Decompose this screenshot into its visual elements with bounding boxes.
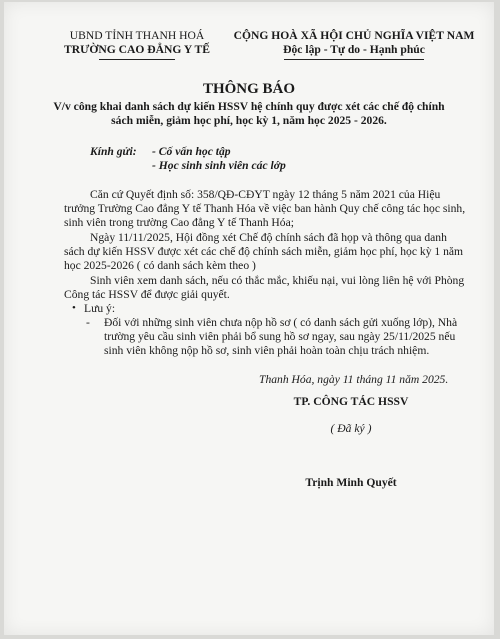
note-line2: trường yêu cầu sinh viên phải bổ sung hồ sơ ngay, sau ngày 25/11/2025 nếu [104, 330, 456, 343]
para1-line3: sinh viên trong trường Cao đẳng Y tế Thanh Hóa; [64, 216, 294, 229]
nation-line2: Độc lập - Tự do - Hạnh phúc [283, 43, 425, 56]
para2-line2: sách dự kiến HSSV được xét các chế độ chính sách miễn, giảm học phí, học kỳ 1 năm [64, 245, 464, 258]
recipient-item: - Học sinh sinh viên các lớp [152, 159, 286, 172]
para1-line1: Căn cứ Quyết định số: 358/QĐ-CĐYT ngày 12 tháng 5 năm 2021 của Hiệu [90, 188, 441, 201]
document-page [4, 2, 494, 635]
note-line3: sinh viên không nộp hồ sơ, sinh viên phải hoàn toàn chịu trách nhiệm. [104, 344, 430, 357]
para1-line2: trưởng Trường Cao đẳng Y tế Thanh Hóa về việc ban hành Quy chế công tác học sinh, [64, 202, 466, 215]
nation-line1: CỘNG HOÀ XÃ HỘI CHỦ NGHĨA VIỆT NAM [233, 29, 475, 42]
note-dash: - [86, 316, 90, 329]
para3-line1: Sinh viên xem danh sách, nếu có thắc mắc, khiếu nại, vui lòng liên hệ với Phòng [90, 274, 465, 287]
org-line2: TRƯỜNG CAO ĐẲNG Y TẾ [63, 43, 210, 56]
subject-line2: sách miễn, giảm học phí, học kỳ 1, năm học 2025 - 2026. [111, 114, 387, 127]
recipient-item: - Cố vấn học tập [152, 145, 231, 158]
note-line1: Đối với những sinh viên chưa nộp hồ sơ ( có danh sách gửi xuống lớp), Nhà [104, 316, 458, 329]
nation-underline [284, 59, 424, 60]
org-line1: UBND TỈNH THANH HOÁ [69, 29, 205, 42]
signature-status: ( Đã ký ) [330, 422, 372, 435]
note-label: Lưu ý: [84, 302, 116, 315]
signature-dept: TP. CÔNG TÁC HSSV [293, 395, 409, 408]
subject-line1: V/v công khai danh sách dự kiến HSSV hệ chính quy được xét các chế độ chính [53, 100, 445, 113]
place-date: Thanh Hóa, ngày 11 tháng 11 năm 2025. [259, 373, 449, 386]
para2-line1: Ngày 11/11/2025, Hội đồng xét Chế độ chính sách đã họp và thông qua danh [90, 231, 447, 244]
para3-line2: Công tác HSSV để được giải quyết. [64, 288, 230, 301]
note-bullet-icon: • [72, 302, 76, 314]
recipient-label: Kính gửi: [90, 145, 137, 158]
para2-line3: học 2025-2026 ( có danh sách kèm theo ) [64, 259, 256, 272]
org-underline [99, 59, 175, 60]
signer-name: Trịnh Minh Quyết [305, 476, 397, 489]
document-title: THÔNG BÁO [202, 81, 296, 97]
